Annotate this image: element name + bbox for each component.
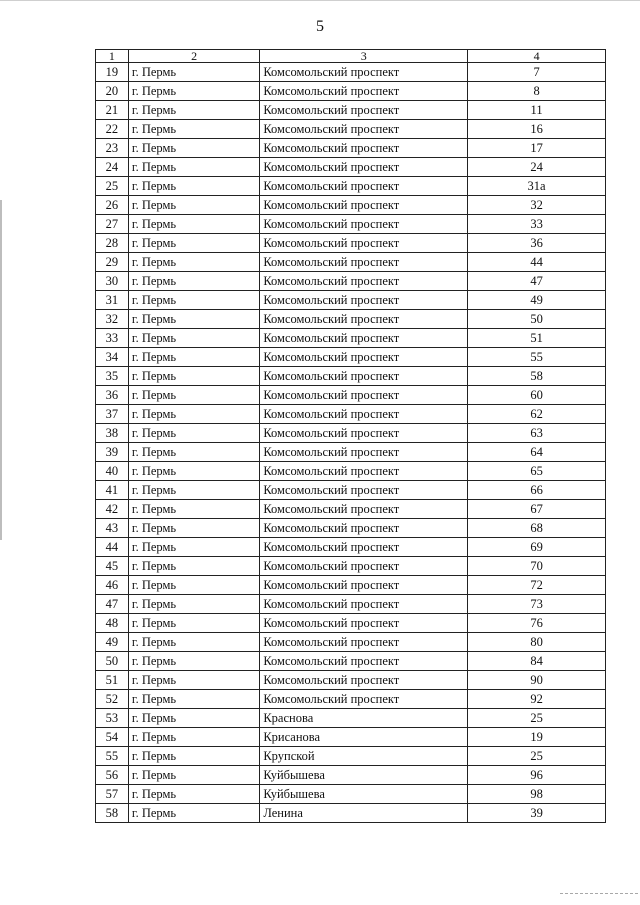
scan-edge-left	[0, 200, 2, 540]
table-row	[96, 462, 606, 481]
house-cell: 65	[468, 462, 606, 481]
city-cell: г. Пермь	[128, 595, 259, 614]
scan-edge-top	[0, 0, 640, 1]
row-number: 35	[96, 367, 129, 386]
city-cell: г. Пермь	[128, 481, 259, 500]
row-number: 51	[96, 671, 129, 690]
street-cell: Комсомольский проспект	[260, 291, 468, 310]
row-number: 55	[96, 747, 129, 766]
table-row	[96, 329, 606, 348]
house-cell: 73	[468, 595, 606, 614]
table-row	[96, 405, 606, 424]
house-cell: 92	[468, 690, 606, 709]
city-cell: г. Пермь	[128, 310, 259, 329]
street-cell: Комсомольский проспект	[260, 595, 468, 614]
house-cell: 63	[468, 424, 606, 443]
house-cell: 39	[468, 804, 606, 823]
table-row	[96, 424, 606, 443]
row-number: 57	[96, 785, 129, 804]
house-cell: 70	[468, 557, 606, 576]
house-cell: 51	[468, 329, 606, 348]
table-row	[96, 728, 606, 747]
street-cell: Комсомольский проспект	[260, 234, 468, 253]
street-cell: Комсомольский проспект	[260, 481, 468, 500]
city-cell: г. Пермь	[128, 538, 259, 557]
row-number: 49	[96, 633, 129, 652]
header-col-1: 1	[96, 50, 129, 63]
table-row	[96, 177, 606, 196]
street-cell: Комсомольский проспект	[260, 120, 468, 139]
street-cell: Краснова	[260, 709, 468, 728]
scan-edge-bottom	[560, 893, 638, 895]
row-number: 38	[96, 424, 129, 443]
city-cell: г. Пермь	[128, 196, 259, 215]
address-table	[95, 49, 606, 823]
row-number: 44	[96, 538, 129, 557]
street-cell: Комсомольский проспект	[260, 557, 468, 576]
street-cell: Комсомольский проспект	[260, 500, 468, 519]
street-cell: Комсомольский проспект	[260, 139, 468, 158]
street-cell: Комсомольский проспект	[260, 443, 468, 462]
city-cell: г. Пермь	[128, 234, 259, 253]
row-number: 33	[96, 329, 129, 348]
table-row	[96, 747, 606, 766]
street-cell: Крисанова	[260, 728, 468, 747]
street-cell: Комсомольский проспект	[260, 253, 468, 272]
house-cell: 76	[468, 614, 606, 633]
house-cell: 49	[468, 291, 606, 310]
street-cell: Комсомольский проспект	[260, 652, 468, 671]
house-cell: 24	[468, 158, 606, 177]
street-cell: Комсомольский проспект	[260, 82, 468, 101]
table-row	[96, 500, 606, 519]
city-cell: г. Пермь	[128, 329, 259, 348]
row-number: 37	[96, 405, 129, 424]
street-cell: Комсомольский проспект	[260, 424, 468, 443]
street-cell: Комсомольский проспект	[260, 538, 468, 557]
house-cell: 7	[468, 63, 606, 82]
table-row	[96, 614, 606, 633]
city-cell: г. Пермь	[128, 158, 259, 177]
house-cell: 62	[468, 405, 606, 424]
street-cell: Комсомольский проспект	[260, 63, 468, 82]
house-cell: 80	[468, 633, 606, 652]
row-number: 40	[96, 462, 129, 481]
house-cell: 47	[468, 272, 606, 291]
row-number: 26	[96, 196, 129, 215]
house-cell: 17	[468, 139, 606, 158]
street-cell: Куйбышева	[260, 766, 468, 785]
table-row	[96, 82, 606, 101]
house-cell: 55	[468, 348, 606, 367]
street-cell: Куйбышева	[260, 785, 468, 804]
table-row	[96, 690, 606, 709]
city-cell: г. Пермь	[128, 272, 259, 291]
city-cell: г. Пермь	[128, 462, 259, 481]
table-row	[96, 633, 606, 652]
row-number: 28	[96, 234, 129, 253]
table-row	[96, 538, 606, 557]
street-cell: Комсомольский проспект	[260, 101, 468, 120]
table-row	[96, 557, 606, 576]
city-cell: г. Пермь	[128, 804, 259, 823]
street-cell: Комсомольский проспект	[260, 405, 468, 424]
house-cell: 72	[468, 576, 606, 595]
row-number: 46	[96, 576, 129, 595]
city-cell: г. Пермь	[128, 576, 259, 595]
street-cell: Комсомольский проспект	[260, 367, 468, 386]
row-number: 54	[96, 728, 129, 747]
house-cell: 8	[468, 82, 606, 101]
table-row	[96, 519, 606, 538]
row-number: 47	[96, 595, 129, 614]
city-cell: г. Пермь	[128, 785, 259, 804]
city-cell: г. Пермь	[128, 671, 259, 690]
house-cell: 60	[468, 386, 606, 405]
house-cell: 67	[468, 500, 606, 519]
city-cell: г. Пермь	[128, 63, 259, 82]
street-cell: Комсомольский проспект	[260, 215, 468, 234]
city-cell: г. Пермь	[128, 367, 259, 386]
city-cell: г. Пермь	[128, 690, 259, 709]
table-row	[96, 310, 606, 329]
row-number: 20	[96, 82, 129, 101]
house-cell: 19	[468, 728, 606, 747]
row-number: 22	[96, 120, 129, 139]
row-number: 48	[96, 614, 129, 633]
row-number: 43	[96, 519, 129, 538]
table-row	[96, 481, 606, 500]
street-cell: Комсомольский проспект	[260, 386, 468, 405]
table-row	[96, 386, 606, 405]
city-cell: г. Пермь	[128, 139, 259, 158]
house-cell: 64	[468, 443, 606, 462]
city-cell: г. Пермь	[128, 557, 259, 576]
table-row	[96, 272, 606, 291]
house-cell: 90	[468, 671, 606, 690]
house-cell: 84	[468, 652, 606, 671]
house-cell: 68	[468, 519, 606, 538]
street-cell: Комсомольский проспект	[260, 310, 468, 329]
city-cell: г. Пермь	[128, 709, 259, 728]
row-number: 39	[96, 443, 129, 462]
row-number: 31	[96, 291, 129, 310]
city-cell: г. Пермь	[128, 633, 259, 652]
house-cell: 44	[468, 253, 606, 272]
street-cell: Ленина	[260, 804, 468, 823]
row-number: 23	[96, 139, 129, 158]
street-cell: Комсомольский проспект	[260, 690, 468, 709]
row-number: 25	[96, 177, 129, 196]
row-number: 19	[96, 63, 129, 82]
table-row	[96, 576, 606, 595]
row-number: 21	[96, 101, 129, 120]
street-cell: Комсомольский проспект	[260, 158, 468, 177]
house-cell: 11	[468, 101, 606, 120]
city-cell: г. Пермь	[128, 728, 259, 747]
table-row	[96, 101, 606, 120]
table-body	[96, 63, 606, 823]
page-number: 5	[316, 18, 324, 35]
table-row	[96, 63, 606, 82]
house-cell: 50	[468, 310, 606, 329]
table-row	[96, 234, 606, 253]
row-number: 53	[96, 709, 129, 728]
street-cell: Комсомольский проспект	[260, 519, 468, 538]
table-row	[96, 595, 606, 614]
row-number: 30	[96, 272, 129, 291]
row-number: 58	[96, 804, 129, 823]
row-number: 45	[96, 557, 129, 576]
street-cell: Комсомольский проспект	[260, 329, 468, 348]
table-header	[96, 50, 606, 63]
city-cell: г. Пермь	[128, 120, 259, 139]
city-cell: г. Пермь	[128, 177, 259, 196]
table-row	[96, 196, 606, 215]
city-cell: г. Пермь	[128, 766, 259, 785]
city-cell: г. Пермь	[128, 405, 259, 424]
table-row	[96, 253, 606, 272]
street-cell: Комсомольский проспект	[260, 671, 468, 690]
house-cell: 32	[468, 196, 606, 215]
house-cell: 25	[468, 709, 606, 728]
row-number: 36	[96, 386, 129, 405]
house-cell: 98	[468, 785, 606, 804]
row-number: 50	[96, 652, 129, 671]
house-cell: 36	[468, 234, 606, 253]
street-cell: Комсомольский проспект	[260, 462, 468, 481]
table-row	[96, 804, 606, 823]
row-number: 34	[96, 348, 129, 367]
row-number: 29	[96, 253, 129, 272]
table-row	[96, 367, 606, 386]
header-row	[96, 50, 606, 63]
street-cell: Комсомольский проспект	[260, 614, 468, 633]
house-cell: 25	[468, 747, 606, 766]
city-cell: г. Пермь	[128, 291, 259, 310]
city-cell: г. Пермь	[128, 215, 259, 234]
table-row	[96, 348, 606, 367]
row-number: 24	[96, 158, 129, 177]
table-row	[96, 709, 606, 728]
house-cell: 58	[468, 367, 606, 386]
table-row	[96, 671, 606, 690]
table-row	[96, 120, 606, 139]
house-cell: 69	[468, 538, 606, 557]
street-cell: Крупской	[260, 747, 468, 766]
house-cell: 96	[468, 766, 606, 785]
street-cell: Комсомольский проспект	[260, 576, 468, 595]
row-number: 27	[96, 215, 129, 234]
city-cell: г. Пермь	[128, 614, 259, 633]
table-row	[96, 291, 606, 310]
city-cell: г. Пермь	[128, 253, 259, 272]
city-cell: г. Пермь	[128, 386, 259, 405]
street-cell: Комсомольский проспект	[260, 633, 468, 652]
city-cell: г. Пермь	[128, 500, 259, 519]
street-cell: Комсомольский проспект	[260, 177, 468, 196]
header-col-4: 4	[468, 50, 606, 63]
street-cell: Комсомольский проспект	[260, 196, 468, 215]
city-cell: г. Пермь	[128, 652, 259, 671]
row-number: 56	[96, 766, 129, 785]
row-number: 41	[96, 481, 129, 500]
city-cell: г. Пермь	[128, 82, 259, 101]
house-cell: 16	[468, 120, 606, 139]
row-number: 52	[96, 690, 129, 709]
row-number: 42	[96, 500, 129, 519]
row-number: 32	[96, 310, 129, 329]
street-cell: Комсомольский проспект	[260, 272, 468, 291]
city-cell: г. Пермь	[128, 348, 259, 367]
table-row	[96, 443, 606, 462]
table-row	[96, 215, 606, 234]
table-row	[96, 766, 606, 785]
street-cell: Комсомольский проспект	[260, 348, 468, 367]
house-cell: 66	[468, 481, 606, 500]
city-cell: г. Пермь	[128, 747, 259, 766]
city-cell: г. Пермь	[128, 443, 259, 462]
table-row	[96, 785, 606, 804]
city-cell: г. Пермь	[128, 101, 259, 120]
city-cell: г. Пермь	[128, 519, 259, 538]
city-cell: г. Пермь	[128, 424, 259, 443]
table-row	[96, 158, 606, 177]
header-col-3: 3	[260, 50, 468, 63]
table-row	[96, 652, 606, 671]
house-cell: 31а	[468, 177, 606, 196]
house-cell: 33	[468, 215, 606, 234]
table-row	[96, 139, 606, 158]
header-col-2: 2	[128, 50, 259, 63]
